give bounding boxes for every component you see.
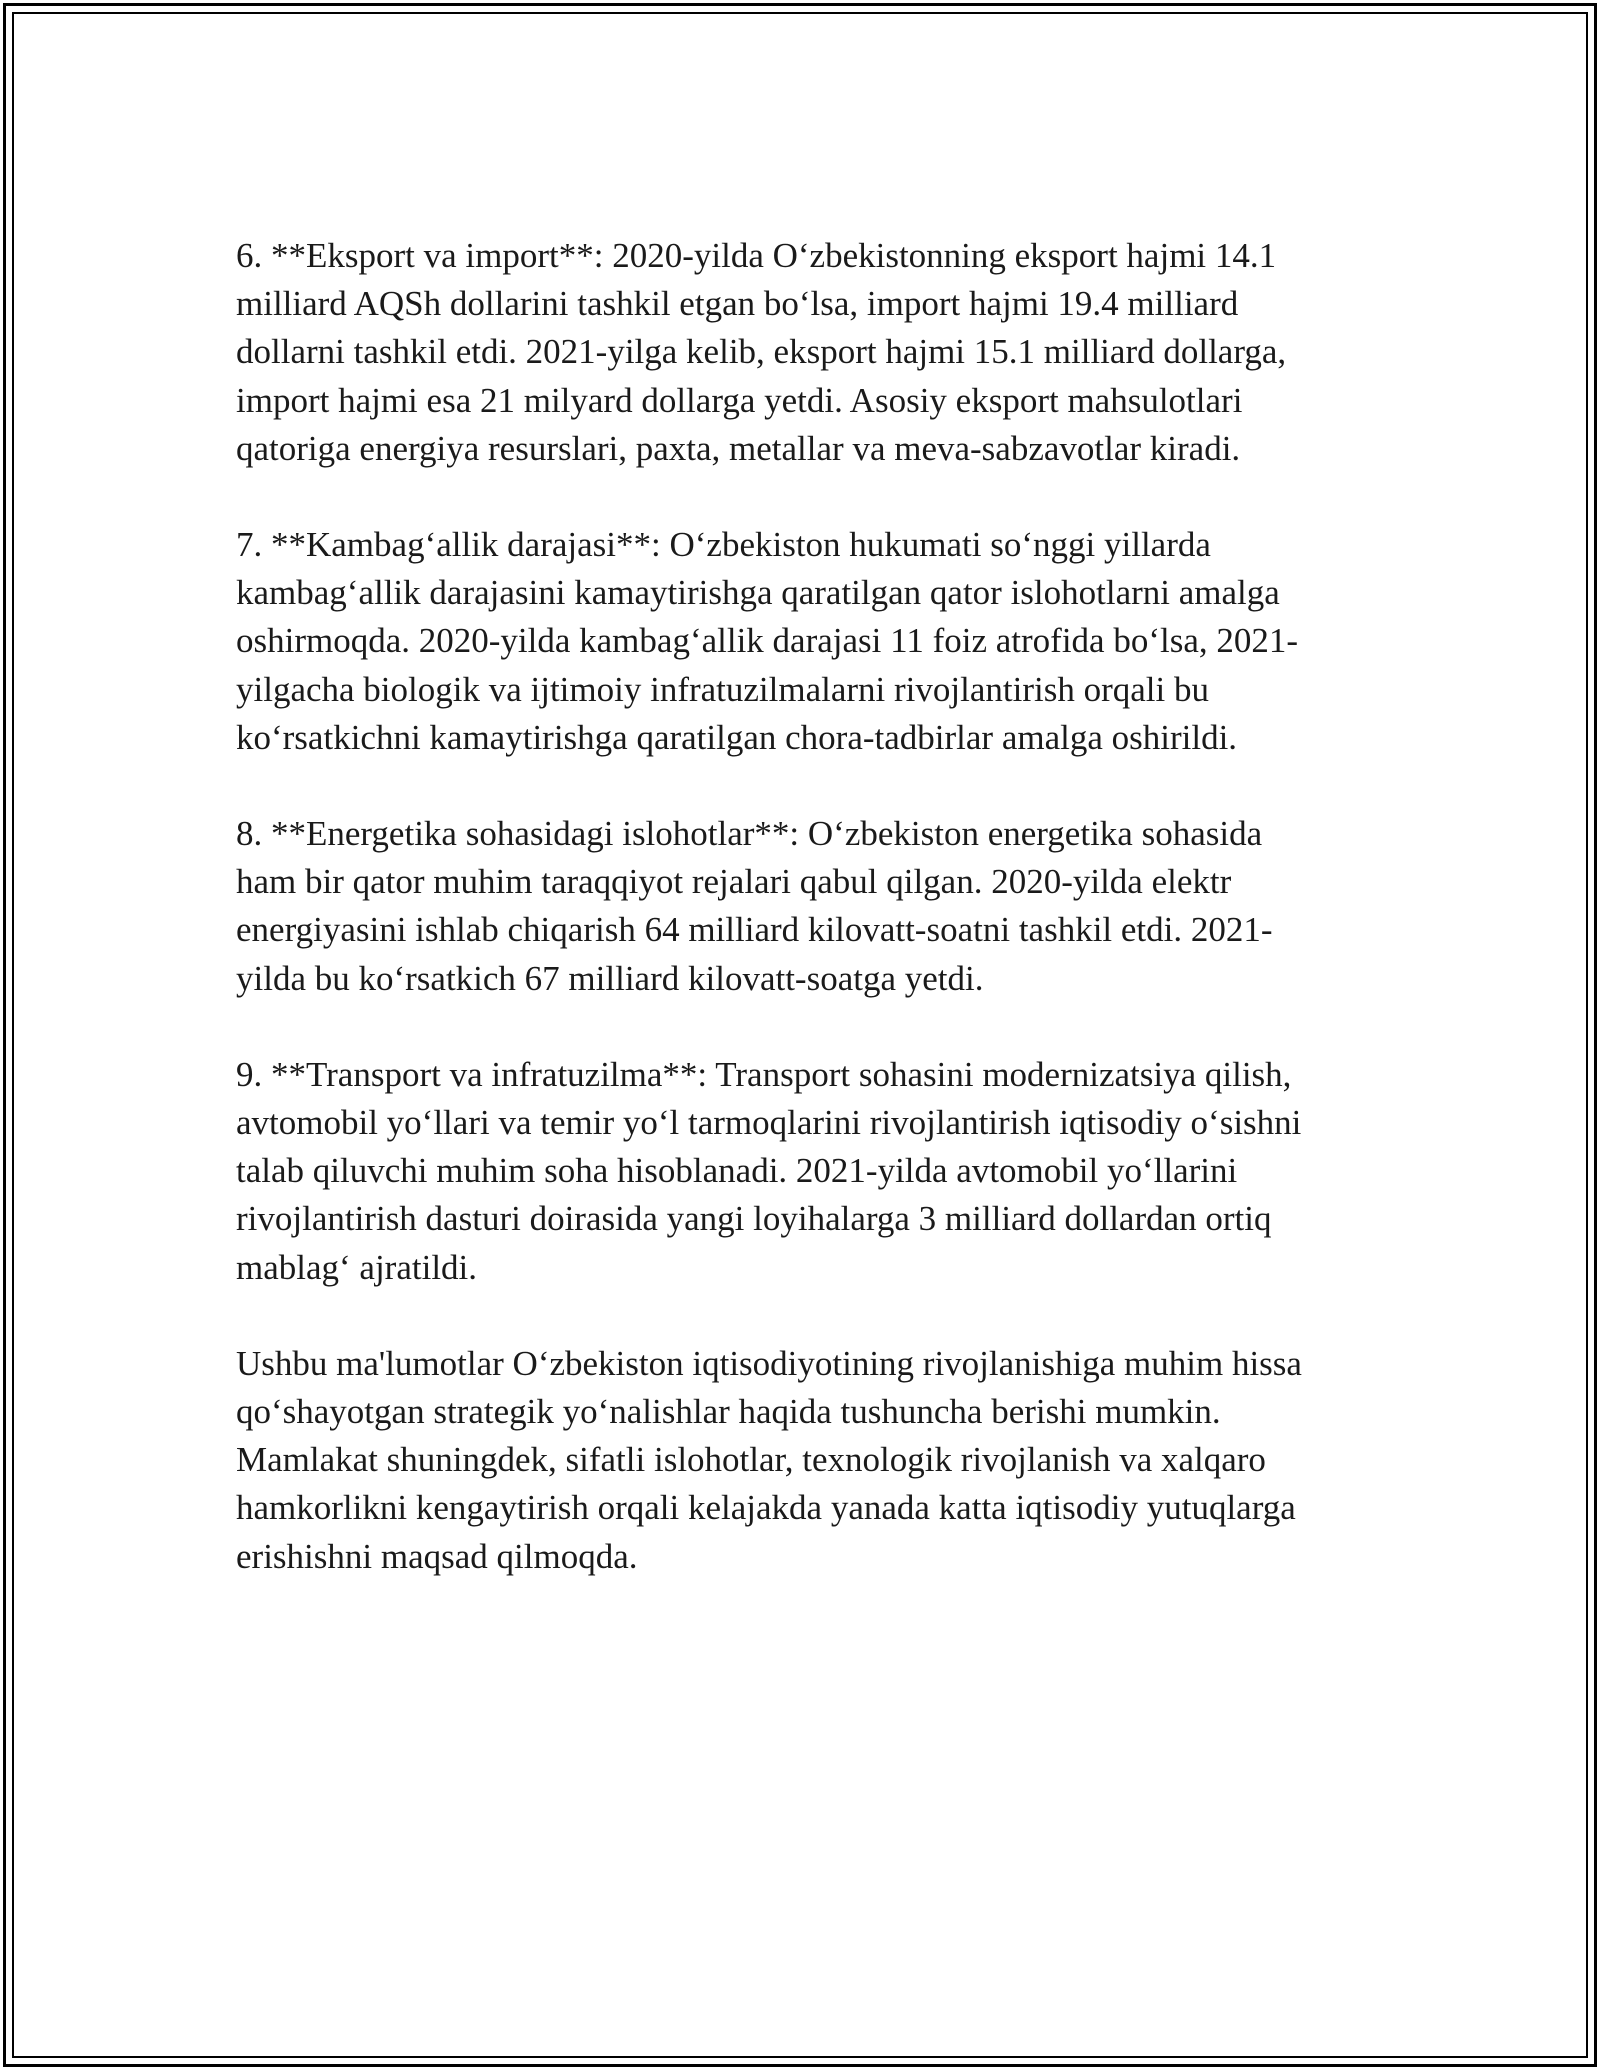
paragraph-transport-infrastructure: 9. **Transport va infratuzilma**: Transport sohasini modernizatsiya qilish, avtomobil yo‘llari va temir yo‘l tarmoqlarini rivojlantirish iqtisodiy o‘sishni talab qiluvchi muhim soha hisoblanadi. 2021-yilda avtomobil yo‘llarini rivojlantirish dasturi doirasida yangi loyihalarga 3 milliard dollardan ortiq mablag‘ ajratildi. — [236, 1054, 1302, 1287]
document-body — [236, 232, 1366, 1581]
paragraph-poverty-level: 7. **Kambag‘allik darajasi**: O‘zbekiston hukumati so‘nggi yillarda kambag‘allik darajasini kamaytirishga qaratilgan qator islohotlarni amalga oshirmoqda. 2020-yilda kambag‘allik darajasi 11 foiz atrofida bo‘lsa, 2021- yilgacha biologik va ijtimoiy infratuzilmalarni rivojlantirish orqali bu ko‘rsatkichni kamaytirishga qaratilgan chora-tadbirlar amalga oshirildi. — [236, 525, 1299, 757]
paragraph-export-import: 6. **Eksport va import**: 2020-yilda O‘zbekistonning eksport hajmi 14.1 milliard AQSh dollarini tashkil etgan bo‘lsa, import hajmi 19.4 milliard dollarni tashkil etdi. 2021-yilga kelib, eksport hajmi 15.1 milliard dollarga, import hajmi esa 21 milyard dollarga yetdi. Asosiy eksport mahsulotlari qatoriga energiya resurslari, paxta, metallar va meva-sabzavotlar kiradi. — [236, 236, 1287, 468]
paragraph-energy-reforms: 8. **Energetika sohasidagi islohotlar**: O‘zbekiston energetika sohasida ham bir qator muhim taraqqiyot rejalari qabul qilgan. 2020-yilda elektr energiyasini ishlab chiqarish 64 milliard kilovatt-soatni tashkil etdi. 2021- yilda bu ko‘rsatkich 67 milliard kilovatt-soatga yetdi. — [236, 814, 1273, 998]
paragraph-conclusion: Ushbu ma'lumotlar O‘zbekiston iqtisodiyotining rivojlanishiga muhim hissa qo‘shayotgan strategik yo‘nalishlar haqida tushuncha berishi mumkin. Mamlakat shuningdek, sifatli islohotlar, texnologik rivojlanish va xalqaro hamkorlikni kengaytirish orqali kelajakda yanada katta iqtisodiy yutuqlarga erishishni maqsad qilmoqda. — [236, 1343, 1302, 1576]
